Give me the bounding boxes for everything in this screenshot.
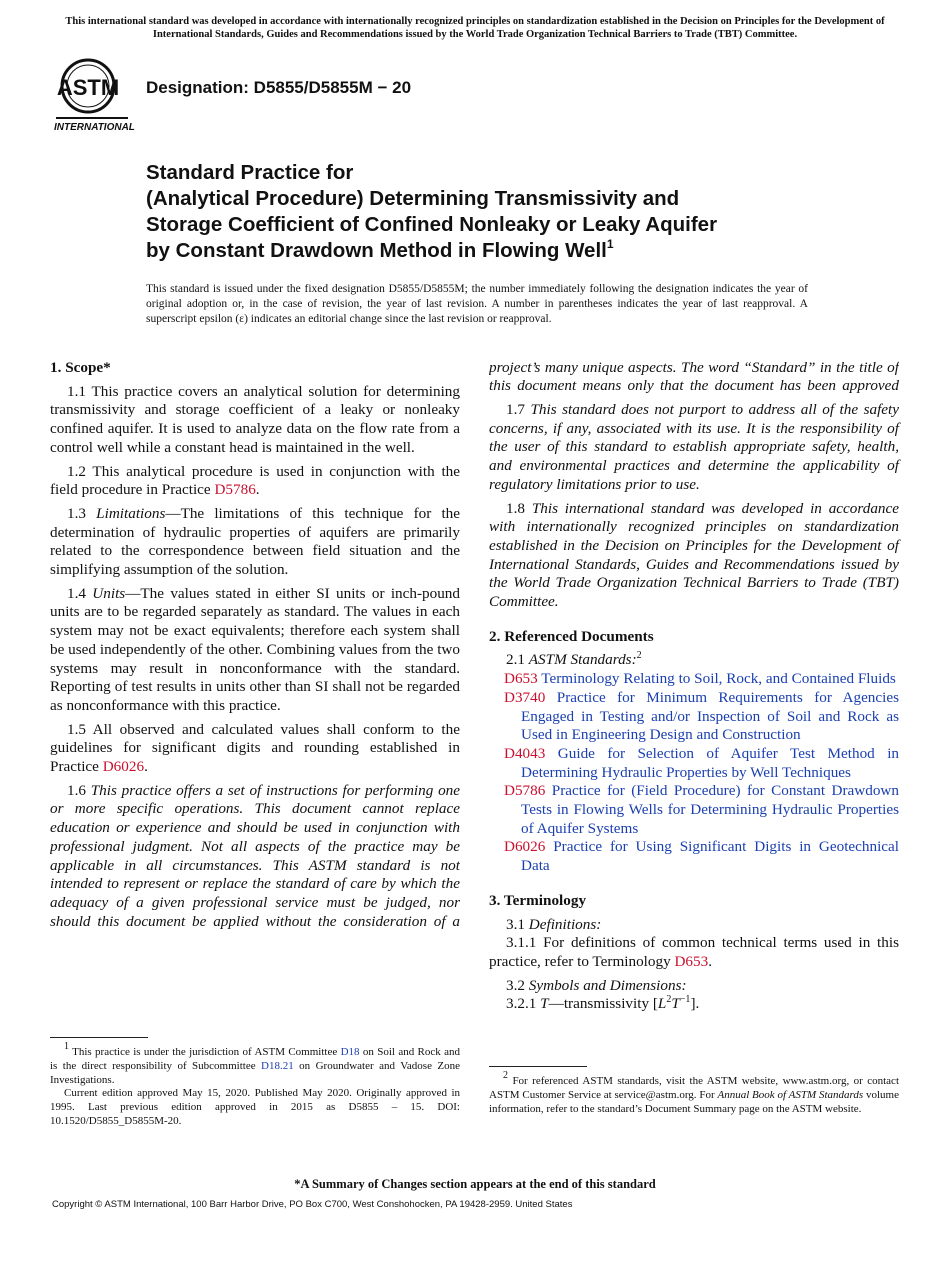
footnote-rule-left [50, 1037, 148, 1038]
paragraph-3-2: 3.2 Symbols and Dimensions: [506, 976, 687, 994]
ref-title-link[interactable]: Practice for (Field Procedure) for Constant Drawdown Tests in Flowing Wells for Determining Hydraulic Properties of Aquifer Systems [521, 782, 899, 837]
link-d18[interactable]: D18 [340, 1046, 360, 1058]
link-d653[interactable]: D653 [674, 952, 709, 970]
footnote-2: $^2$ For referenced ASTM standards, visit the ASTM website, www.astm.org, or contact ASTM Customer Service at service@astm.org. For Annual Book of ASTM Standards volume information, refer to the standard’s Document Summary page on the ASTM website. [489, 1070, 899, 1115]
paragraph-1-5: 1.5 All observed and calculated values shall conform to the guidelines for significant digits and rounding established in Practice D6026. [50, 720, 460, 776]
reference-d4043 [489, 745, 899, 782]
ref-code-link[interactable]: D653 [504, 670, 538, 688]
right-column [489, 401, 899, 1014]
link-d5786[interactable]: D5786 [214, 481, 256, 499]
paragraph-1-2: 1.2 This analytical procedure is used in conjunction with the field procedure in Practice D5786. [50, 462, 460, 499]
paragraph-1-6: 1.6 This practice offers a set of instructions for performing one or more specific operations. This document cannot replace education or experience and should be used in conjunction with professional judgment. Not all aspects of the practice may be applicable in all circumstances. This ASTM standard is not intended to represent or replace the standard of care by which the adequacy of a given professional service must be judged, nor should this document be applied without the consideration of a [50, 781, 460, 930]
reference-d6026 [489, 838, 899, 875]
ref-title-link[interactable]: Practice for Minimum Requirements for Agencies Engaged in Testing and/or Inspection of Soil and Rock as Used in Engineering Design and Construction [521, 688, 900, 744]
paragraph-1-7: 1.7 This standard does not purport to address all of the safety concerns, if any, associated with its use. It is the responsibility of the user of this standard to establish appropriate safety, health, and environmental practices and determine the applicability of regulatory limitations prior to use. [489, 401, 900, 493]
svg-text:ASTM: ASTM [56, 75, 120, 100]
paragraph-1-4: 1.4 Units—The values stated in either SI units or inch-pound units are to be regarded separately as standard. The values in each system may not be exact equivalents; therefore each system shall be used independently of the other. Combining values from the two systems may result in nonconformance with the standard. Reporting of test results in units other than SI shall not be regarded as nonconformance with this practice. [50, 584, 460, 714]
paragraph-3-2-1: 3.2.1 T—transmissivity $[L^2T^{-1}]$. [506, 994, 700, 1013]
footnote-1: $^1$ This practice is under the jurisdiction of ASTM Committee D18 on Soil and Rock and is the direct responsibility of Subcommittee D18.21 on Groundwater and Vadose Zone Investigations. Current edition approved May 15, 2020. Published May 2020. Originally approved in 1995. Last previous edition approved in 2015 as D5855 – 15. DOI: 10.1520/D5855_D5855M-20. [50, 1041, 461, 1127]
reference-d653 [489, 670, 899, 689]
ref-code-link[interactable]: D4043 [504, 744, 546, 762]
svg-text:INTERNATIONAL: INTERNATIONAL [54, 122, 135, 133]
right-column-continuation: project’s many unique aspects. The word “Standard” in the title of this document means only that the document has been approved [489, 359, 899, 395]
copyright-line: Copyright © ASTM International, 100 Barr Harbor Drive, PO Box C700, West Conshohocken, PA 19428-2959. United States [52, 1199, 573, 1210]
reference-d3740 [489, 689, 899, 745]
astm-logo [52, 56, 136, 136]
reference-d5786 [489, 782, 899, 838]
ref-code-link[interactable]: D3740 [504, 688, 546, 706]
paragraph-3-1: 3.1 Definitions: [506, 915, 602, 933]
wto-banner: This international standard was developed in accordance with internationally recognized principles on standardization established in the Decision on Principles for the Development of International Standards, Guides and Recommendations issued by the World Trade Organization Technical Barriers to Trade (TBT) Committee. [65, 16, 885, 40]
ref-title-link[interactable]: Terminology Relating to Soil, Rock, and Contained Fluids [541, 670, 896, 688]
footnote-rule-right [489, 1066, 587, 1067]
ref-code-link[interactable]: D6026 [504, 838, 546, 856]
link-d18-21[interactable]: D18.21 [261, 1059, 294, 1072]
issuance-note: This standard is issued under the fixed designation D5855/D5855M; the number immediately following the designation indicates the year of original adoption or, in the case of revision, the year of last revision. A number in parentheses indicates the year of last reapproval. A superscript epsilon (ε) indicates an editorial change since the last revision or reapproval. [146, 283, 808, 325]
section-heading-terminology: 3. Terminology [489, 891, 587, 909]
section-heading-scope: 1. Scope* [50, 359, 111, 376]
summary-of-changes-note: *A Summary of Changes section appears at the end of this standard [294, 1177, 656, 1191]
designation: Designation: D5855/D5855M − 20 [146, 78, 412, 97]
paragraph-2-1: 2.1 ASTM Standards:$^2$ [506, 650, 642, 669]
paragraph-1-1: 1.1 This practice covers an analytical solution for determining transmissivity and storage coefficient of a leaky or nonleaky confined aquifer. It is used to analyze data on the flow rate from a control well while a constant head is maintained in the well. [50, 382, 460, 456]
ref-title-link[interactable]: Practice for Using Significant Digits in Geotechnical Data [521, 838, 900, 875]
ref-code-link[interactable]: D5786 [504, 782, 546, 800]
paragraph-1-3: 1.3 Limitations—The limitations of this technique for the determination of hydraulic properties of aquifers are primarily related to the correspondence between field situation and the simplifying assumption of the solution. [50, 504, 461, 579]
link-d6026[interactable]: D6026 [102, 758, 145, 776]
section-heading-referenced-documents: 2. Referenced Documents [489, 627, 654, 645]
left-column [50, 359, 460, 932]
paragraph-3-1-1: 3.1.1 For definitions of common technical terms used in this practice, refer to Terminology D653. [489, 934, 899, 970]
ref-title-link[interactable]: Guide for Selection of Aquifer Test Method in Determining Hydraulic Properties by Well Techniques [521, 744, 900, 781]
document-title: Standard Practice for (Analytical Procedure) Determining Transmissivity and Storage Coefficient of Confined Nonleaky or Leaky Aquifer by Constant Drawdown Method in Flowing Well$^1$ [146, 161, 718, 262]
paragraph-1-8: 1.8 This international standard was developed in accordance with internationally recognized principles on standardization established in the Decision on Principles for the Development of International Standards, Guides and Recommendations issued by the World Trade Organization Technical Barriers to Trade (TBT) Committee. [489, 499, 899, 611]
